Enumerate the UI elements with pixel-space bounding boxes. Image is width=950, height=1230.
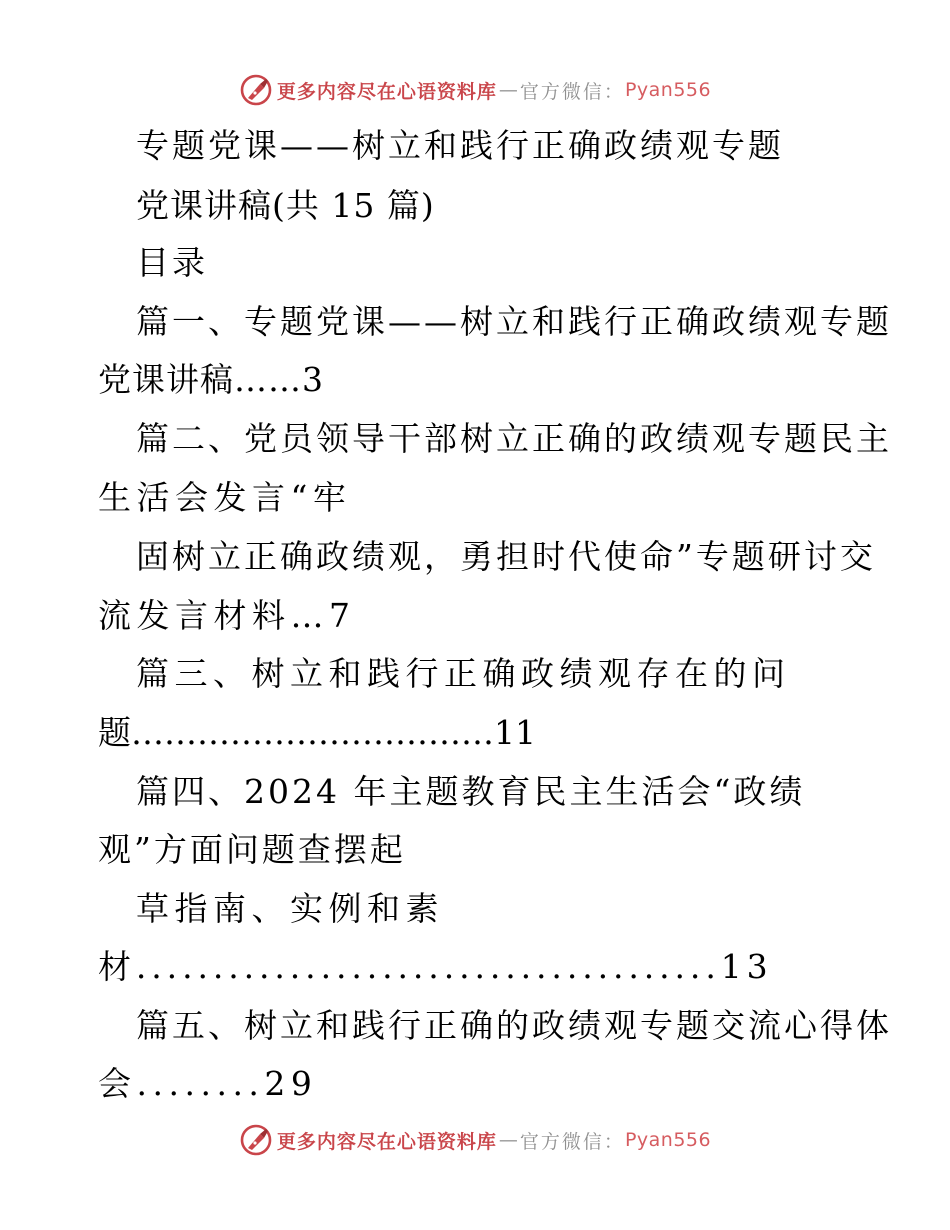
toc-entry-line: 篇四、2024 年主题教育民主生活会“政绩	[136, 772, 806, 811]
banner-wechat-label: 官方微信：	[519, 80, 625, 103]
document-title-line-2: 党课讲稿(共 15 篇)	[136, 186, 435, 225]
toc-entry-line: 材......................................13	[98, 947, 773, 986]
banner-site-name: 更多内容尽在心语资料库	[276, 1130, 497, 1153]
banner-wechat-id: Pyan556	[624, 79, 712, 101]
toc-entry-line: 流发言材料…7	[98, 596, 356, 635]
toc-entry-line: 会........29	[98, 1064, 318, 1103]
toc-entry-line: 草指南、实例和素	[136, 889, 444, 928]
toc-entry-line: 篇二、党员领导干部树立正确的政绩观专题民主	[136, 419, 892, 458]
pen-nib-logo-icon	[239, 1123, 273, 1157]
toc-heading: 目录	[136, 243, 208, 282]
toc-entry-line: 固树立正确政绩观，勇担时代使命”专题研讨交	[136, 537, 876, 576]
banner-site-name: 更多内容尽在心语资料库	[276, 80, 497, 103]
toc-entry-line: 篇三、树立和践行正确政绩观存在的问	[136, 654, 791, 693]
banner-wechat-label: 官方微信：	[519, 1130, 625, 1153]
toc-entry-line: 篇五、树立和践行正确的政绩观专题交流心得体	[136, 1006, 892, 1045]
toc-entry-line: 观”方面问题查摆起	[98, 830, 406, 869]
toc-entry-line: 篇一、专题党课——树立和践行正确政绩观专题	[136, 302, 892, 341]
footer-banner	[0, 1120, 950, 1160]
toc-entry-line: 生活会发言“牢	[98, 478, 352, 517]
banner-separator: —	[498, 1129, 518, 1151]
toc-entry-line: 党课讲稿……3	[98, 360, 324, 399]
banner-wechat-id: Pyan556	[624, 1129, 712, 1151]
document-title-line-1: 专题党课——树立和践行正确政绩观专题	[136, 126, 784, 165]
toc-entry-line: 题……………………………11	[98, 713, 536, 752]
banner-separator: —	[498, 79, 518, 101]
